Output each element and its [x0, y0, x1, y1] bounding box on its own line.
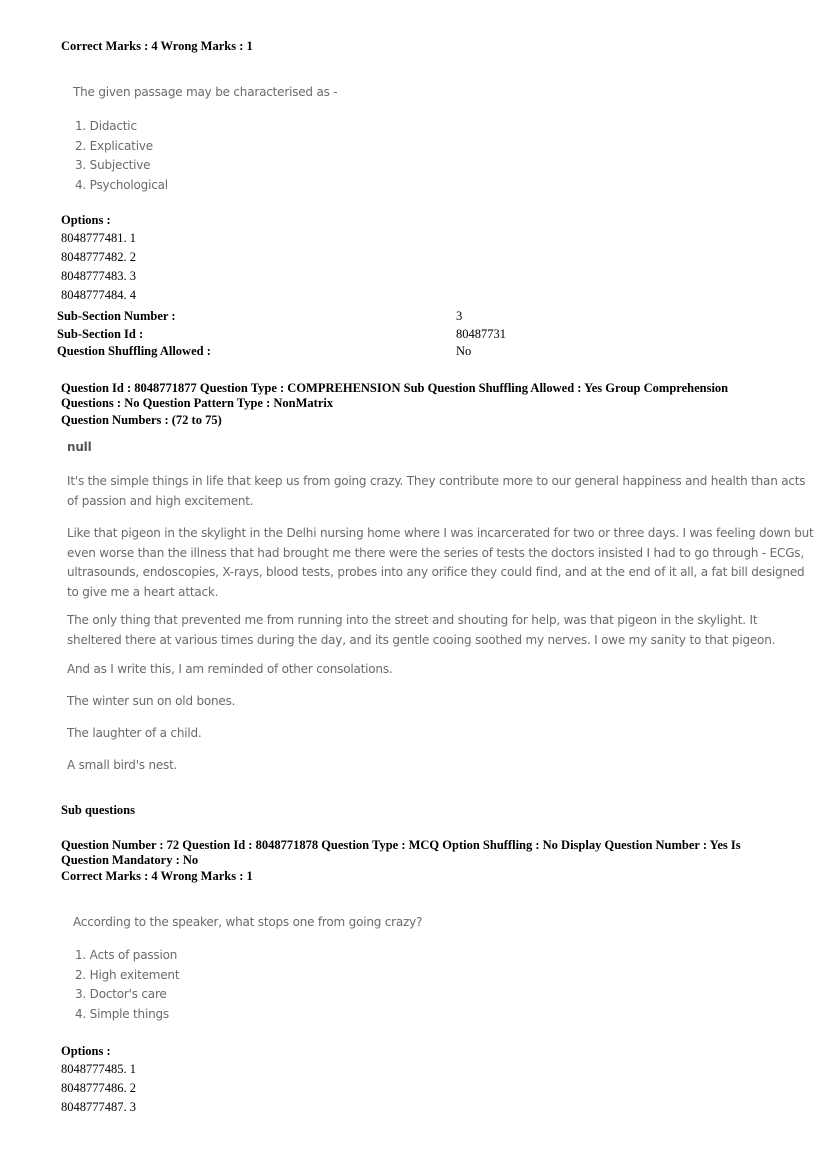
- subsection-id-value: 80487731: [456, 327, 506, 341]
- options-label: Options :: [61, 1044, 111, 1058]
- passage-line: The laughter of a child.: [67, 726, 202, 740]
- passage-null: null: [67, 440, 92, 454]
- options-list: [61, 1060, 136, 1117]
- choice-item: 1. Acts of passion: [75, 948, 178, 962]
- choice-item: 3. Doctor's care: [75, 987, 167, 1001]
- option-item: 8048777486. 2: [61, 1081, 136, 1095]
- choice-item: 2. Explicative: [75, 138, 153, 153]
- comprehension-header-line2: Questions : No Question Pattern Type : NonMatrix: [61, 396, 334, 410]
- choice-item: 2. High exitement: [75, 967, 180, 982]
- option-item: 8048777482. 2: [61, 250, 136, 264]
- passage-line: The winter sun on old bones.: [67, 694, 236, 708]
- choice-list: [75, 117, 168, 195]
- passage: [67, 440, 814, 772]
- question-shuffling-label: Question Shuffling Allowed :: [57, 344, 211, 358]
- options-label: Options :: [61, 213, 111, 227]
- option-item: 8048777481. 1: [61, 231, 136, 245]
- question-header-line1: Question Number : 72 Question Id : 8048771878 Question Type : MCQ Option Shuffling : No Display Question Number : Yes Is: [61, 838, 741, 852]
- marks-line: Correct Marks : 4 Wrong Marks : 1: [61, 869, 253, 883]
- passage-line: to give me a heart attack.: [67, 584, 219, 599]
- passage-line: sheltered there at various times during the day, and its gentle cooing soothed my nerves. I owe my sanity to that pigeon.: [67, 632, 776, 647]
- option-item: 8048777484. 4: [61, 288, 136, 302]
- passage-line: Like that pigeon in the skylight in the Delhi nursing home where I was incarcerated for two or three days. I was feeling down but: [67, 526, 814, 540]
- options-list: [61, 229, 136, 305]
- question-text: According to the speaker, what stops one from going crazy?: [73, 915, 423, 929]
- passage-line: A small bird's nest.: [67, 758, 178, 772]
- question-shuffling-value: No: [456, 344, 472, 358]
- subsection-id-label: Sub-Section Id :: [57, 327, 144, 341]
- passage-line: And as I write this, I am reminded of other consolations.: [67, 662, 393, 676]
- passage-line: It's the simple things in life that keep us from going crazy. They contribute more to our general happiness and health than acts: [67, 474, 806, 488]
- option-item: 8048777483. 3: [61, 269, 136, 283]
- passage-line: The only thing that prevented me from running into the street and shouting for help, was that pigeon in the skylight. It: [67, 613, 758, 627]
- passage-line: of passion and high excitement.: [67, 493, 254, 508]
- question-text: The given passage may be characterised as -: [73, 85, 338, 99]
- passage-line: even worse than the illness that had brought me there were the series of tests the doctors insisted I had to go through - ECGs,: [67, 545, 804, 560]
- choice-item: 1. Didactic: [75, 119, 137, 133]
- marks-line: Correct Marks : 4 Wrong Marks : 1: [61, 39, 253, 53]
- subsection-number-label: Sub-Section Number :: [57, 309, 176, 323]
- passage-line: ultrasounds, endoscopies, X-rays, blood tests, probes into any orifice they could find, and at the end of it all, a fat bill designed: [67, 565, 805, 579]
- option-item: 8048777485. 1: [61, 1062, 136, 1076]
- sub-questions-label: Sub questions: [61, 803, 135, 817]
- question-header-line2: Question Mandatory : No: [61, 853, 199, 867]
- choice-item: 4. Simple things: [75, 1006, 169, 1021]
- choice-item: 3. Subjective: [75, 158, 151, 172]
- choice-item: 4. Psychological: [75, 177, 168, 192]
- choice-list: [75, 946, 179, 1024]
- question-numbers: Question Numbers : (72 to 75): [61, 413, 222, 427]
- comprehension-header-line1: Question Id : 8048771877 Question Type : COMPREHENSION Sub Question Shuffling Allowed : Yes Group Comprehension: [61, 381, 729, 395]
- subsection-number-value: 3: [456, 309, 463, 323]
- option-item: 8048777487. 3: [61, 1100, 136, 1114]
